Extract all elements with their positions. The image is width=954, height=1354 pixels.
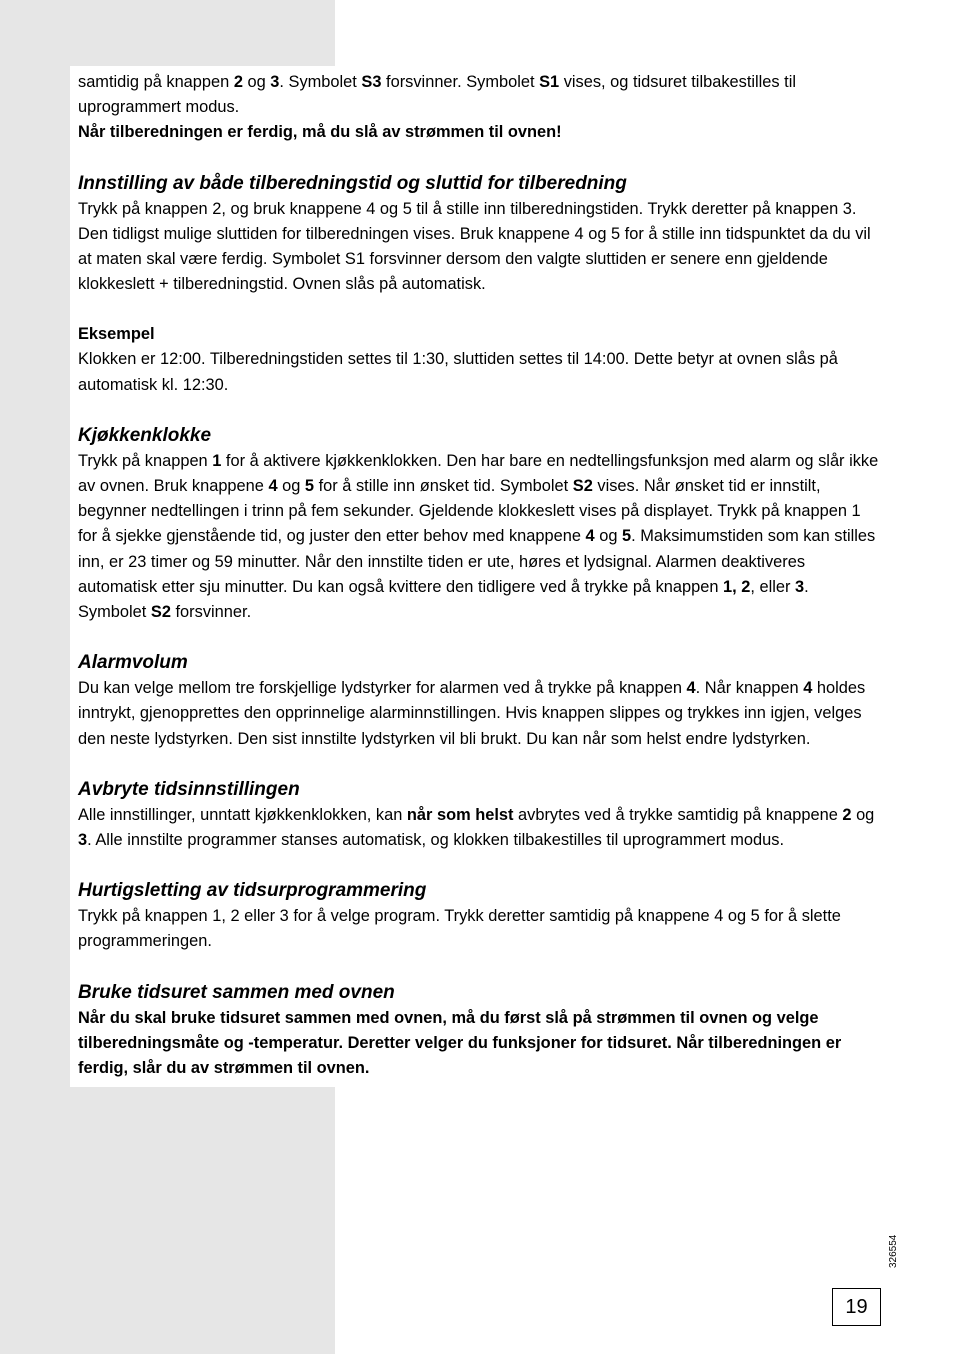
page-content: [70, 66, 892, 1087]
text-alarm-volume: Du kan velge mellom tre forskjellige lydstyrker for alarmen ved å trykke på knappen 4. Når knappen 4 holdes inntrykt, gjenopprettes den opprinnelige alarminnstillingen. Hvis knappen slippes og trykkes inn igjen, velges den neste lydstyrken. Den sist innstilte lydstyrken vil bli brukt. Du kan når som helst endre lydstyrken.: [78, 679, 866, 748]
heading-use-with-oven: Bruke tidsuret sammen med ovnen: [78, 981, 395, 1003]
intro-warning: Når tilberedningen er ferdig, må du slå av strømmen til ovnen!: [78, 123, 562, 142]
page-number: 19: [832, 1288, 881, 1326]
intro-paragraph: samtidig på knappen 2 og 3. Symbolet S3 forsvinner. Symbolet S1 vises, og tidsuret tilbakestilles til uprogrammert modus.: [78, 73, 797, 117]
heading-kitchen-clock: Kjøkkenklokke: [78, 424, 212, 446]
text-cancel: Alle innstillinger, unntatt kjøkkenklokken, kan når som helst avbrytes ved å trykke samtidig på knappene 2 og 3. Alle innstilte programmer stanses automatisk, og klokken tilbakestilles til uprogrammert modus.: [78, 805, 875, 850]
heading-both-times: Innstilling av både tilberedningstid og sluttid for tilberedning: [78, 172, 627, 194]
example-text: Klokken er 12:00. Tilberedningstiden settes til 1:30, sluttiden settes til 14:00. Dette betyr at ovnen slås på automatisk kl. 12:30.: [78, 350, 838, 394]
text-kitchen-clock: Trykk på knappen 1 for å aktivere kjøkkenklokken. Den har bare en nedtellingsfunksjon med alarm og slår ikke av ovnen. Bruk knappene 4 og 5 for å stille inn ønsket tid. Symbolet S2 vises. Når ønsket tid er innstilt, begynner nedtellingen i trinn på fem sekunder. Gjeldende klokkeslett vises på displayet. Trykk på knappen 1 for å sjekke gjenstående tid, og juster den etter behov med knappene 4 og 5. Maksimumstiden som kan stilles inn, er 23 timer og 59 minutter. Når den innstilte tiden er ute, høres et lydsignal. Alarmen deaktiveres automatisk etter sju minutter. Du kan også kvittere den tidligere ved å trykke på knappen 1, 2, eller 3. Symbolet S2 forsvinner.: [78, 451, 879, 622]
text-use-with-oven: Når du skal bruke tidsuret sammen med ovnen, må du først slå på strømmen til ovnen og velge tilberedningsmåte og -temperatur. Deretter velger du funksjoner for tidsuret. Når tilberedningen er ferdig, slår du av strømmen til ovnen.: [78, 1008, 842, 1078]
heading-cancel: Avbryte tidsinnstillingen: [78, 778, 300, 800]
text-both-times: Trykk på knappen 2, og bruk knappene 4 og 5 til å stille inn tilberedningstiden. Trykk deretter på knappen 3. Den tidligst mulige sluttiden for tilberedningen vises. Bruk knappene 4 og 5 for å stille inn tidspunktet da du vil at maten skal være ferdig. Symbolet S1 forsvinner dersom den valgte sluttiden er senere enn gjeldende klokkeslett + tilberedningstid. Ovnen slås på automatisk.: [78, 199, 871, 294]
example-heading: Eksempel: [78, 325, 155, 344]
heading-quick-delete: Hurtigsletting av tidsurprogrammering: [78, 880, 427, 902]
text-quick-delete: Trykk på knappen 1, 2 eller 3 for å velge program. Trykk deretter samtidig på knappene 4 og 5 for å slette programmeringen.: [78, 907, 841, 951]
heading-alarm-volume: Alarmvolum: [78, 652, 188, 674]
document-code: 326554: [888, 1234, 899, 1268]
